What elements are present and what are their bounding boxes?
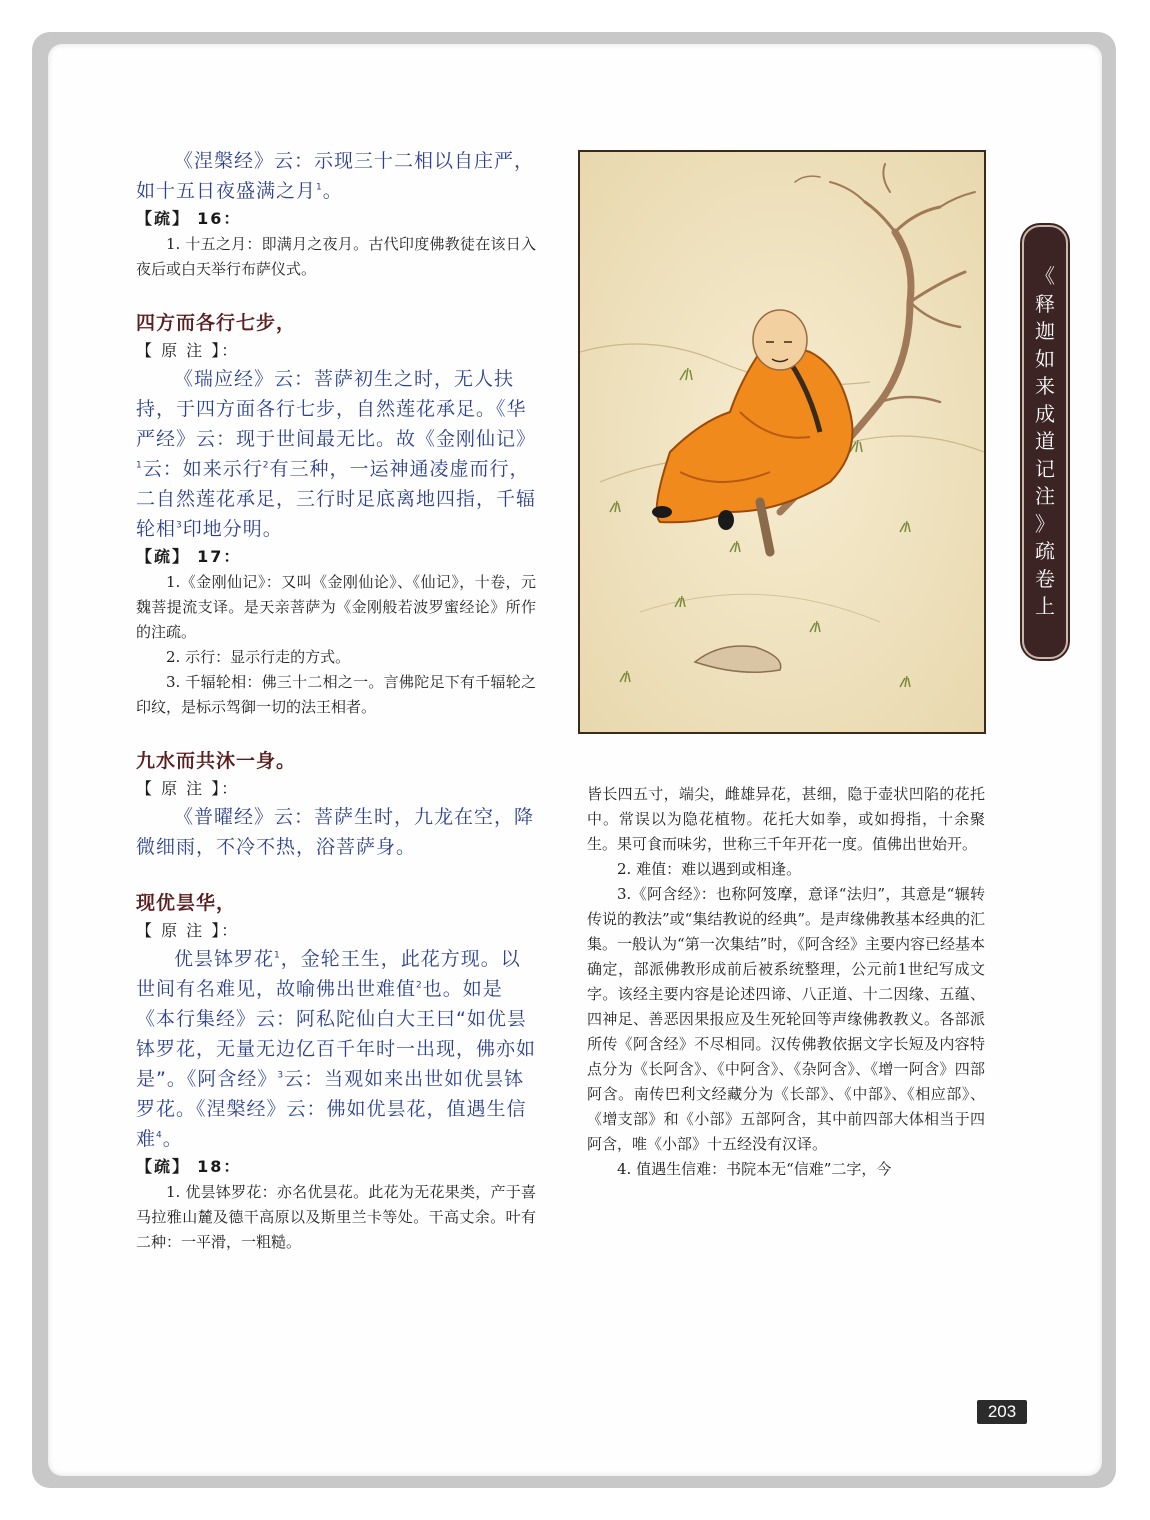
right-note-4: 4. 值遇生信难：书院本无“信难”二字，今 [617,1160,892,1178]
monk-painting [578,150,986,734]
section3-annotation-label: 【 原 注 】： [136,779,240,798]
left-column [136,146,536,1255]
section4-main-text: 优昙钵罗花$^1$，金轮王生，此花方现。以世间有名难见，故喻佛出世难值$^2$也。如是《本行集经》云：阿私陀仙白大王曰“如优昙钵罗花，无量无边亿百千年时一出现，佛亦如是”。《阿含经》$^3$云：当观如来出世如优昙钵罗花。《涅槃经》云：佛如优昙花，值遇生信难$^4$。 [136,948,537,1150]
right-column [587,782,985,1182]
section4-shu-label: 【疏】 18： [136,1157,242,1176]
right-note-3: 3.《阿含经》：也称阿笈摩，意译“法归”，其意是“辗转传说的教法”或“集结教说的经典”。是声缘佛教基本经典的汇集。一般认为“第一次集结”时，《阿含经》主要内容已经基本确定，部派佛教形成前后被系统整理，公元前1世纪写成文字。该经主要内容是论述四谛、八正道、十二因缘、五蕴、四神足、善恶因果报应及生死轮回等声缘佛教教义。各部派所传《阿含经》不尽相同。汉传佛教依据文字长短及内容特点分为《长阿含》、《中阿含》、《杂阿含》、《增一阿含》四部阿含。南传巴利文经藏分为《长部》、《中部》、《相应部》、《增支部》和《小部》五部阿含，其中前四部大体相当于四阿含，唯《小部》十五经没有汉译。 [587,885,986,1153]
section1-shu-label: 【疏】 16： [136,209,242,228]
section2-main-text: 《瑞应经》云：菩萨初生之时，无人扶持，于四方面各行七步，自然莲花承足。《华严经》云：现于世间最无比。故《金刚仙记》$^1$云：如来示行$^2$有三种，一运神通凌虚而行，二自然莲花承足，三行时足底离地四指，千辐轮相$^3$印地分明。 [136,368,537,540]
page-number: 203 [977,1400,1027,1424]
section2-note-2: 2. 示行：显示行走的方式。 [166,648,351,666]
section2-shu-label: 【疏】 17： [136,547,242,566]
section3-main-text: 《普曜经》云：菩萨生时，九龙在空，降微细雨，不冷不热，浴菩萨身。 [136,806,535,858]
section4-heading: 现优昙华， [136,892,237,914]
painting-illustration [580,152,984,732]
chapter-side-tab: 《 释 迦 如 来 成 道 记 注 》 疏 卷 上 [1022,225,1068,659]
section1-note: 1. 十五之月：即满月之夜月。古代印度佛教徒在该日入夜后或白天举行布萨仪式。 [136,235,536,278]
right-note-continuation: 皆长四五寸，端尖，雌雄异花，甚细，隐于壶状凹陷的花托中。常误以为隐花植物。花托大如拳，或如拇指，十余聚生。果可食而味劣，世称三千年开花一度。值佛出世始开。 [587,785,985,853]
section4-note-1: 1. 优昙钵罗花：亦名优昙花。此花为无花果类，产于喜马拉雅山麓及德干高原以及斯里兰卡等处。干高丈余。叶有二种：一平滑，一粗糙。 [136,1183,536,1251]
section3-heading: 九水而共沐一身。 [136,750,297,772]
section2-heading: 四方而各行七步， [136,312,297,334]
right-note-2: 2. 难值：难以遇到或相逢。 [617,860,802,878]
section2-note-1: 1.《金刚仙记》：又叫《金刚仙论》、《仙记》，十卷，元魏菩提流支译。是天亲菩萨为《金刚般若波罗蜜经论》所作的注疏。 [136,573,536,641]
section1-main-text: 《涅槃经》云：示现三十二相以自庄严，如十五日夜盛满之月$^1$。 [136,150,535,202]
section4-annotation-label: 【 原 注 】： [136,921,240,940]
section2-annotation-label: 【 原 注 】： [136,341,240,360]
section2-note-3: 3. 千辐轮相：佛三十二相之一。言佛陀足下有千辐轮之印纹，是标示驾御一切的法王相者。 [136,673,536,716]
